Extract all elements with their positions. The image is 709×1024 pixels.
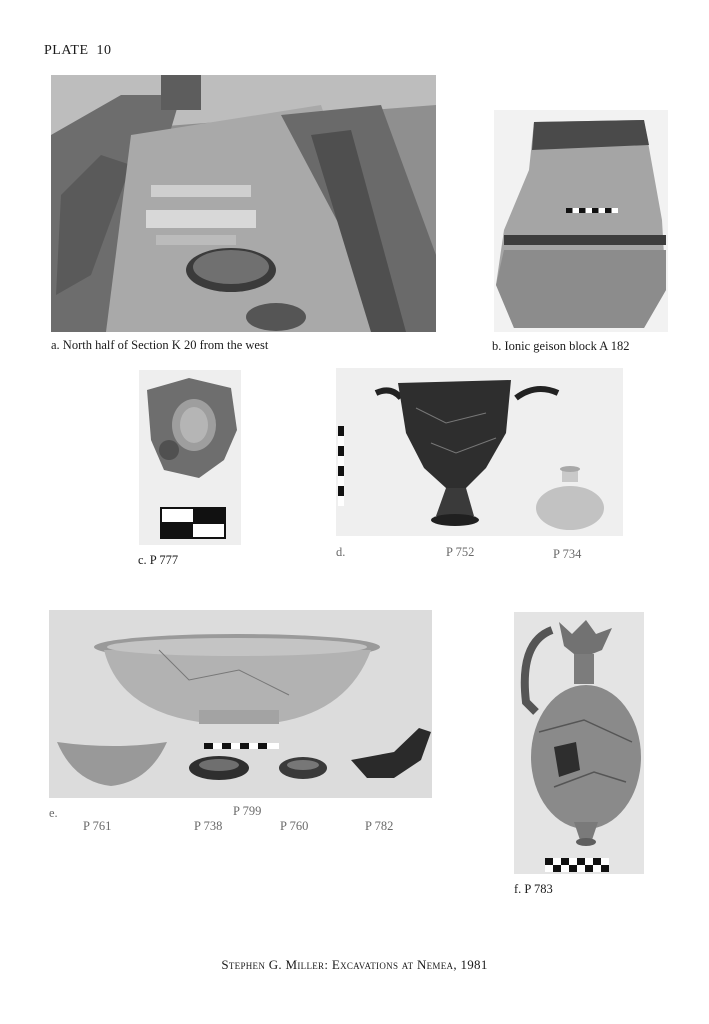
plate-label: PLATE bbox=[44, 43, 89, 58]
label-d-p734: P 734 bbox=[553, 547, 582, 561]
footer-author: Stephen G. Miller bbox=[221, 957, 325, 972]
plate-heading bbox=[44, 43, 112, 59]
caption-c: c. P 777 bbox=[138, 553, 179, 567]
photo-c-relief-head bbox=[139, 370, 241, 545]
label-e-p782: P 782 bbox=[365, 819, 394, 833]
photo-d-krater-and-jar bbox=[336, 368, 623, 536]
footer-year-separator: , bbox=[453, 957, 461, 972]
label-e-p799: P 799 bbox=[233, 804, 262, 818]
plate-number: 10 bbox=[96, 43, 112, 58]
label-e-p738: P 738 bbox=[194, 819, 223, 833]
page-footer bbox=[0, 957, 709, 973]
photo-b-geison-block bbox=[494, 110, 668, 332]
caption-a: a. North half of Section K 20 from the west bbox=[51, 338, 269, 352]
caption-f: f. P 783 bbox=[514, 882, 553, 896]
footer-title: Excavations at Nemea bbox=[331, 957, 454, 972]
label-d-p752: P 752 bbox=[446, 545, 475, 559]
caption-e-letter: e. bbox=[49, 806, 58, 820]
caption-d-letter: d. bbox=[336, 545, 346, 559]
footer-separator: : bbox=[324, 957, 332, 972]
photo-e-bowls-group bbox=[49, 610, 432, 798]
photo-a-excavation-section bbox=[51, 75, 436, 332]
caption-b: b. Ionic geison block A 182 bbox=[492, 339, 630, 353]
label-e-p761: P 761 bbox=[83, 819, 112, 833]
label-e-p760: P 760 bbox=[280, 819, 309, 833]
photo-f-oinochoe bbox=[514, 612, 644, 874]
footer-year: 1981 bbox=[460, 957, 488, 972]
